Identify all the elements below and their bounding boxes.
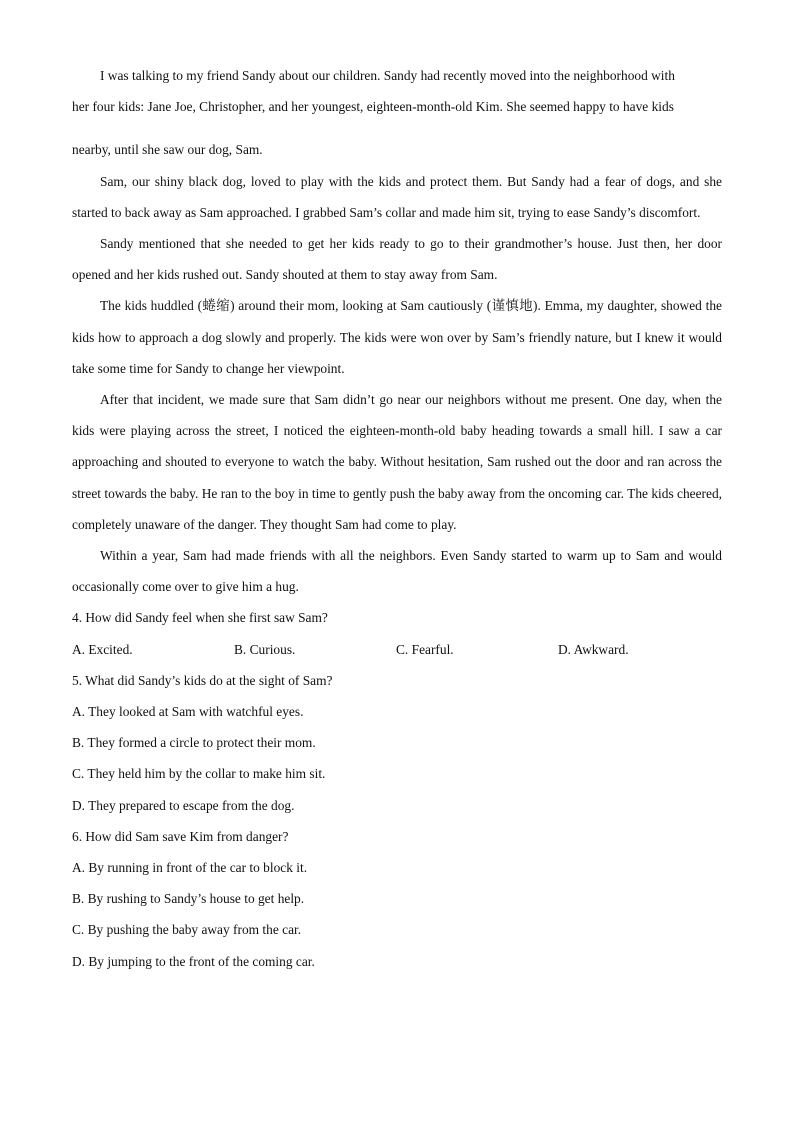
passage-paragraph-6: Within a year, Sam had made friends with all the neighbors. Even Sandy started to warm up to Sam and would occasionally come over to give him a hug. xyxy=(72,548,722,595)
passage-paragraph-5: After that incident, we made sure that Sam didn’t go near our neighbors without me present. One day, when the kids were playing across the street, I noticed the eighteen-month-old baby heading towards a small hill. I saw a car approaching and shouted to everyone to watch the baby. Without hesitation, Sam rushed out the door and ran across the street towards the baby. He ran to the boy in time to gently push the baby away from the oncoming car. The kids cheered, completely unaware of the danger. They thought Sam had come to play. xyxy=(72,392,722,532)
passage-paragraph-1 xyxy=(72,60,722,166)
question-4-option-a: A. Excited. xyxy=(72,641,133,657)
question-6-option-d: D. By jumping to the front of the coming car. xyxy=(72,953,315,969)
question-5-option-b: B. They formed a circle to protect their mom. xyxy=(72,735,316,751)
document-page xyxy=(72,60,722,977)
paragraph-1-line-3: nearby, until she saw our dog, Sam. xyxy=(72,142,263,158)
passage-paragraph-2: Sam, our shiny black dog, loved to play with the kids and protect them. But Sandy had a fear of dogs, and she started to back away as Sam approached. I grabbed Sam’s collar and made him sit, trying to ease Sandy’s discomfort. xyxy=(72,173,722,220)
question-5-option-d: D. They prepared to escape from the dog. xyxy=(72,797,295,813)
question-4-option-c: C. Fearful. xyxy=(396,641,454,657)
passage-paragraph-4: The kids huddled (蜷缩) around their mom, looking at Sam cautiously (谨慎地). Emma, my daughter, showed the kids how to approach a dog slowly and properly. The kids were won over by Sam’s friendly nature, but I knew it would take some time for Sandy to change her viewpoint. xyxy=(72,298,722,376)
paragraph-1-line-2: her four kids: Jane Joe, Christopher, and her youngest, eighteen-month-old Kim. She seemed happy to have kids xyxy=(72,99,674,115)
question-6-option-b: B. By rushing to Sandy’s house to get help. xyxy=(72,891,305,907)
question-4-option-b: B. Curious. xyxy=(234,641,296,657)
question-6-option-a: A. By running in front of the car to block it. xyxy=(72,860,308,876)
question-4-option-d: D. Awkward. xyxy=(558,641,629,657)
question-5-stem: 5. What did Sandy’s kids do at the sight of Sam? xyxy=(72,672,333,688)
question-6-option-c: C. By pushing the baby away from the car. xyxy=(72,922,302,938)
question-5-option-c: C. They held him by the collar to make him sit. xyxy=(72,766,326,782)
question-4-stem: 4. How did Sandy feel when she first saw Sam? xyxy=(72,610,328,626)
question-5-option-a: A. They looked at Sam with watchful eyes. xyxy=(72,704,304,720)
paragraph-1-line-1: I was talking to my friend Sandy about our children. Sandy had recently moved into the neighborhood with xyxy=(100,68,675,83)
question-6-stem: 6. How did Sam save Kim from danger? xyxy=(72,828,289,844)
passage-paragraph-3: Sandy mentioned that she needed to get her kids ready to go to their grandmother’s house. Just then, her door opened and her kids rushed out. Sandy shouted at them to stay away from Sam. xyxy=(72,236,722,283)
question-4-options xyxy=(72,634,722,665)
